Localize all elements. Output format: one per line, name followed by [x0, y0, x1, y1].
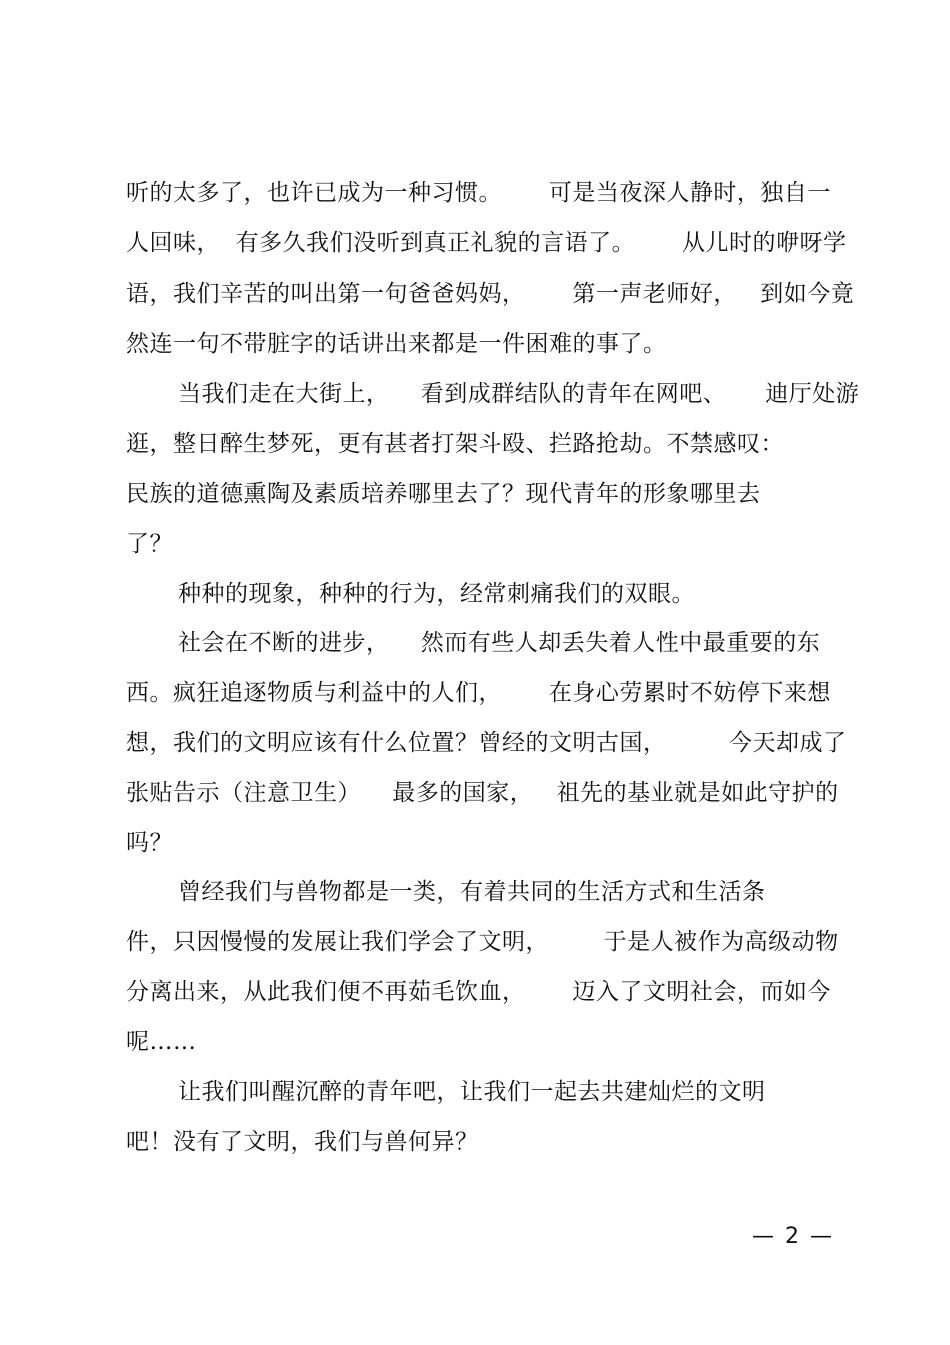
paragraph-1-line-4: 然连一句不带脏字的话讲出来都是一件困难的事了。	[126, 331, 667, 357]
paragraph-3-line-1: 种种的现象，种种的行为，经常刺痛我们的双眼。	[178, 581, 695, 607]
paragraph-5-line-4: 呢……	[126, 1029, 197, 1055]
paragraph-1-line-2: 人回味， 有多久我们没听到真正礼貌的言语了。 从儿时的咿呀学	[126, 230, 847, 256]
paragraph-2-line-2: 逛，整日醉生梦死，更有甚者打架斗殴、拦路抢劫。不禁感叹：	[126, 431, 784, 457]
page-number: — 2 —	[752, 1224, 834, 1249]
paragraph-6-line-2: 吧！没有了文明，我们与兽何异？	[126, 1129, 479, 1155]
paragraph-4-line-1: 社会在不断的进步， 然而有些人却丢失着人性中最重要的东	[178, 630, 821, 656]
paragraph-5-line-2: 件，只因慢慢的发展让我们学会了文明， 于是人被作为高级动物	[126, 929, 839, 955]
paragraph-4-line-5: 吗？	[126, 830, 173, 856]
paragraph-2-line-4: 了？	[126, 531, 173, 557]
paragraph-6-line-1: 让我们叫醒沉醉的青年吧，让我们一起去共建灿烂的文明	[178, 1079, 766, 1105]
paragraph-5-line-3: 分离出来，从此我们便不再茹毛饮血， 迈入了文明社会，而如今	[126, 979, 831, 1005]
paragraph-4-line-2: 西。疯狂追逐物质与利益中的人们， 在身心劳累时不妨停下来想	[126, 680, 831, 706]
paragraph-4-line-3: 想，我们的文明应该有什么位置？曾经的文明古国， 今天却成了	[126, 730, 847, 756]
paragraph-4-line-4: 张贴告示（注意卫生） 最多的国家， 祖先的基业就是如此守护的	[126, 780, 839, 806]
paragraph-1-line-3: 语，我们辛苦的叫出第一句爸爸妈妈， 第一声老师好， 到如今竟	[126, 281, 855, 307]
paragraph-2-line-1: 当我们走在大街上， 看到成群结队的青年在网吧、 迪厅处游	[178, 381, 860, 407]
paragraph-1-line-1: 听的太多了，也许已成为一种习惯。 可是当夜深人静时，独自一	[126, 180, 831, 206]
paragraph-2-line-3: 民族的道德熏陶及素质培养哪里去了？现代青年的形象哪里去	[126, 481, 761, 507]
paragraph-5-line-1: 曾经我们与兽物都是一类，有着共同的生活方式和生活条	[178, 879, 766, 905]
